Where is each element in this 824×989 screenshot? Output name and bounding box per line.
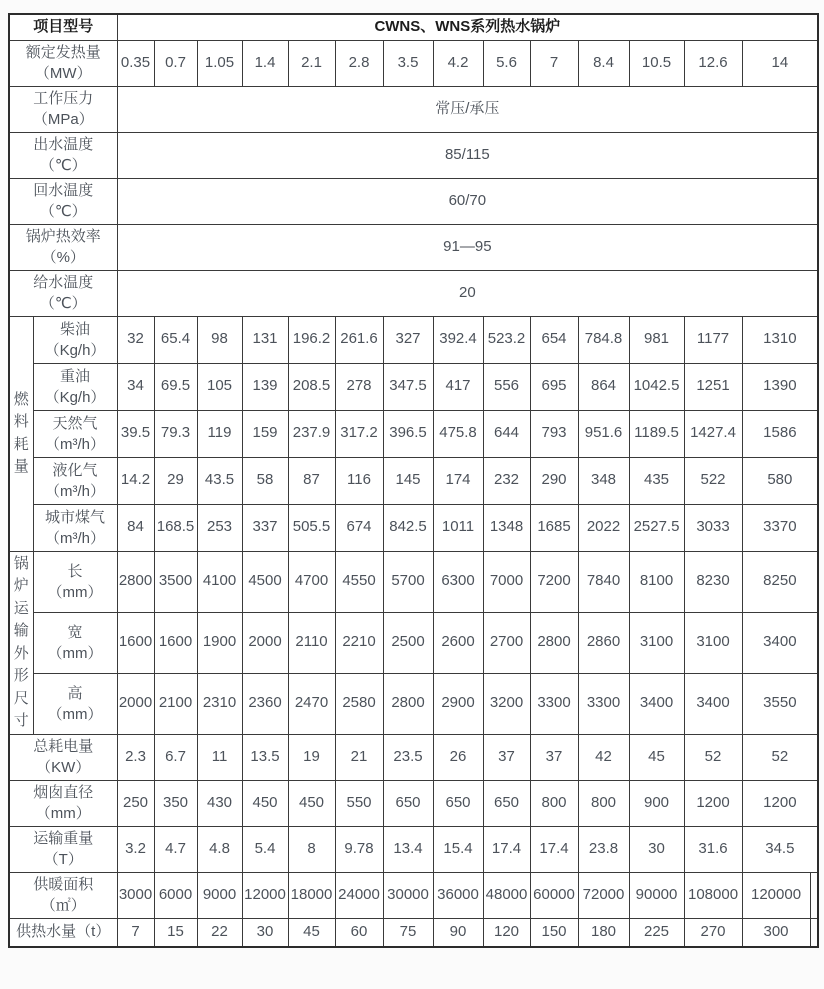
value-cell: 2860 [578, 612, 629, 673]
row-label-text: 回水温度 [33, 182, 94, 199]
spec-table-body [9, 40, 818, 947]
value-cell: 347.5 [383, 363, 433, 410]
value-cell: 2600 [433, 612, 483, 673]
value-cell: 7 [117, 918, 154, 947]
row-label-text: 供暖面积 [33, 876, 94, 893]
table-row [9, 224, 818, 270]
value-cell: 842.5 [383, 504, 433, 551]
value-cell: 800 [578, 780, 629, 826]
value-cell: 12.6 [684, 40, 742, 86]
value-cell: 2210 [335, 612, 383, 673]
value-cell: 2310 [197, 673, 242, 734]
value-cell: 4550 [335, 551, 383, 612]
value-cell: 90 [433, 918, 483, 947]
row-label [33, 612, 117, 673]
value-cell: 317.2 [335, 410, 383, 457]
value-cell: 60 [335, 918, 383, 947]
value-cell: 7840 [578, 551, 629, 612]
value-cell: 654 [530, 316, 578, 363]
row-label-text: 高 [67, 684, 83, 702]
row-label-unit: （℃） [39, 203, 87, 220]
table-row [9, 551, 818, 612]
row-label-unit: （mm） [35, 805, 91, 822]
value-cell: 3400 [629, 673, 684, 734]
value-cell: 10.5 [629, 40, 684, 86]
value-cell: 1200 [684, 780, 742, 826]
value-cell: 1600 [154, 612, 197, 673]
value-cell: 3033 [684, 504, 742, 551]
value-cell: 981 [629, 316, 684, 363]
value-cell: 13.4 [383, 826, 433, 872]
value-cell: 644 [483, 410, 530, 457]
value-cell: 417 [433, 363, 483, 410]
value-cell: 2360 [242, 673, 288, 734]
value-cell: 1685 [530, 504, 578, 551]
value-cell: 3400 [742, 612, 818, 673]
merged-value-cell: 60/70 [117, 178, 818, 224]
value-cell: 8.4 [578, 40, 629, 86]
value-cell: 290 [530, 457, 578, 504]
value-cell: 1586 [742, 410, 818, 457]
row-label-unit: （Kg/h） [44, 341, 106, 359]
value-cell: 4700 [288, 551, 335, 612]
value-cell: 2000 [242, 612, 288, 673]
value-cell: 139 [242, 363, 288, 410]
value-cell: 4100 [197, 551, 242, 612]
value-cell: 87 [288, 457, 335, 504]
value-cell: 1200 [742, 780, 818, 826]
table-row [9, 504, 818, 551]
row-label-unit: （m³/h） [45, 529, 106, 547]
value-cell: 2110 [288, 612, 335, 673]
table-row [9, 178, 818, 224]
value-cell: 52 [742, 734, 818, 780]
value-cell: 11 [197, 734, 242, 780]
value-cell: 2800 [383, 673, 433, 734]
row-label-unit: （%） [41, 249, 85, 266]
value-cell: 34.5 [742, 826, 818, 872]
row-label-unit: （T） [43, 851, 83, 868]
row-label-text: 天然气 [52, 414, 98, 432]
value-cell: 7 [530, 40, 578, 86]
value-cell: 450 [242, 780, 288, 826]
value-cell: 18000 [288, 872, 335, 918]
value-cell: 650 [383, 780, 433, 826]
table-row [9, 316, 818, 363]
value-cell: 674 [335, 504, 383, 551]
table-row [9, 86, 818, 132]
value-cell: 270 [684, 918, 742, 947]
value-cell: 250 [117, 780, 154, 826]
empty-cell [810, 918, 818, 947]
group-label: 燃料耗量 [9, 316, 33, 551]
value-cell: 98 [197, 316, 242, 363]
value-cell: 26 [433, 734, 483, 780]
row-label-text: 长 [67, 562, 83, 580]
row-label-text: 宽 [67, 623, 83, 641]
value-cell: 0.7 [154, 40, 197, 86]
table-row [9, 363, 818, 410]
value-cell: 4.8 [197, 826, 242, 872]
value-cell: 14.2 [117, 457, 154, 504]
value-cell: 42 [578, 734, 629, 780]
value-cell: 2700 [483, 612, 530, 673]
value-cell: 523.2 [483, 316, 530, 363]
table-row [9, 918, 818, 947]
value-cell: 951.6 [578, 410, 629, 457]
value-cell: 3000 [117, 872, 154, 918]
value-cell: 2470 [288, 673, 335, 734]
value-cell: 3.2 [117, 826, 154, 872]
value-cell: 159 [242, 410, 288, 457]
row-label: 供热水量（t） [9, 918, 117, 947]
row-label [33, 316, 117, 363]
value-cell: 119 [197, 410, 242, 457]
header-row [9, 14, 818, 40]
value-cell: 1251 [684, 363, 742, 410]
value-cell: 108000 [684, 872, 742, 918]
row-label-text: 烟囱直径 [33, 784, 94, 801]
value-cell: 475.8 [433, 410, 483, 457]
value-cell: 556 [483, 363, 530, 410]
value-cell: 14 [742, 40, 818, 86]
value-cell: 29 [154, 457, 197, 504]
row-label-unit: （m³/h） [45, 482, 106, 500]
value-cell: 2800 [530, 612, 578, 673]
value-cell: 2022 [578, 504, 629, 551]
row-label-text: 总耗电量 [33, 738, 94, 755]
value-cell: 4.2 [433, 40, 483, 86]
value-cell: 2800 [117, 551, 154, 612]
value-cell: 52 [684, 734, 742, 780]
value-cell: 37 [530, 734, 578, 780]
value-cell: 2500 [383, 612, 433, 673]
row-label [9, 132, 117, 178]
value-cell: 30000 [383, 872, 433, 918]
value-cell: 150 [530, 918, 578, 947]
value-cell: 348 [578, 457, 629, 504]
value-cell: 37 [483, 734, 530, 780]
value-cell: 450 [288, 780, 335, 826]
value-cell: 864 [578, 363, 629, 410]
value-cell: 327 [383, 316, 433, 363]
value-cell: 45 [629, 734, 684, 780]
row-label-text: 重油 [60, 367, 91, 385]
value-cell: 9000 [197, 872, 242, 918]
value-cell: 278 [335, 363, 383, 410]
row-label-text: 给水温度 [33, 274, 94, 291]
value-cell: 90000 [629, 872, 684, 918]
value-cell: 1189.5 [629, 410, 684, 457]
table-row [9, 734, 818, 780]
value-cell: 435 [629, 457, 684, 504]
row-label [9, 86, 117, 132]
value-cell: 4.7 [154, 826, 197, 872]
value-cell: 79.3 [154, 410, 197, 457]
value-cell: 800 [530, 780, 578, 826]
value-cell: 550 [335, 780, 383, 826]
table-row [9, 826, 818, 872]
value-cell: 5.4 [242, 826, 288, 872]
table-row [9, 872, 818, 918]
value-cell: 131 [242, 316, 288, 363]
value-cell: 145 [383, 457, 433, 504]
value-cell: 116 [335, 457, 383, 504]
value-cell: 5700 [383, 551, 433, 612]
value-cell: 39.5 [117, 410, 154, 457]
row-label [9, 826, 117, 872]
table-row [9, 673, 818, 734]
table-row [9, 612, 818, 673]
row-label-unit: （MW） [34, 65, 92, 82]
value-cell: 580 [742, 457, 818, 504]
merged-value-cell: 20 [117, 270, 818, 316]
row-label [9, 40, 117, 86]
row-label [33, 551, 117, 612]
value-cell: 900 [629, 780, 684, 826]
row-label-unit: （mm） [47, 644, 103, 662]
value-cell: 30 [629, 826, 684, 872]
row-label-unit: （KW） [36, 759, 91, 776]
value-cell: 237.9 [288, 410, 335, 457]
row-label-unit: （m³/h） [45, 435, 106, 453]
row-label [9, 270, 117, 316]
value-cell: 1900 [197, 612, 242, 673]
value-cell: 30 [242, 918, 288, 947]
row-label-unit: （mm） [47, 583, 103, 601]
row-label-text: 运输重量 [33, 830, 94, 847]
value-cell: 72000 [578, 872, 629, 918]
value-cell: 4500 [242, 551, 288, 612]
value-cell: 695 [530, 363, 578, 410]
row-label-unit: （℃） [39, 157, 87, 174]
table-row [9, 780, 818, 826]
value-cell: 1.4 [242, 40, 288, 86]
value-cell: 6.7 [154, 734, 197, 780]
value-cell: 168.5 [154, 504, 197, 551]
value-cell: 3100 [629, 612, 684, 673]
value-cell: 3370 [742, 504, 818, 551]
value-cell: 12000 [242, 872, 288, 918]
value-cell: 43.5 [197, 457, 242, 504]
value-cell: 5.6 [483, 40, 530, 86]
value-cell: 120 [483, 918, 530, 947]
value-cell: 22 [197, 918, 242, 947]
row-label [33, 363, 117, 410]
value-cell: 2.1 [288, 40, 335, 86]
value-cell: 337 [242, 504, 288, 551]
value-cell: 2100 [154, 673, 197, 734]
value-cell: 69.5 [154, 363, 197, 410]
row-label [33, 410, 117, 457]
value-cell: 60000 [530, 872, 578, 918]
row-label-text: 额定发热量 [25, 44, 101, 61]
value-cell: 1348 [483, 504, 530, 551]
value-cell: 1011 [433, 504, 483, 551]
value-cell: 17.4 [483, 826, 530, 872]
value-cell: 261.6 [335, 316, 383, 363]
row-label-unit: （mm） [47, 705, 103, 723]
value-cell: 505.5 [288, 504, 335, 551]
group-label: 锅炉运输外形尺寸 [9, 551, 33, 734]
value-cell: 300 [742, 918, 810, 947]
value-cell: 15 [154, 918, 197, 947]
merged-value-cell: 常压/承压 [117, 86, 818, 132]
value-cell: 522 [684, 457, 742, 504]
table-title: CWNS、WNS系列热水锅炉 [117, 14, 818, 40]
row-label-text: 工作压力 [33, 90, 94, 107]
value-cell: 208.5 [288, 363, 335, 410]
row-label-unit: （Kg/h） [44, 388, 106, 406]
value-cell: 2580 [335, 673, 383, 734]
row-label [9, 178, 117, 224]
row-label [33, 673, 117, 734]
value-cell: 6300 [433, 551, 483, 612]
value-cell: 174 [433, 457, 483, 504]
value-cell: 3100 [684, 612, 742, 673]
value-cell: 8100 [629, 551, 684, 612]
value-cell: 3300 [530, 673, 578, 734]
row-label-text: 锅炉热效率 [25, 228, 101, 245]
value-cell: 0.35 [117, 40, 154, 86]
value-cell: 23.5 [383, 734, 433, 780]
value-cell: 1600 [117, 612, 154, 673]
value-cell: 3200 [483, 673, 530, 734]
value-cell: 793 [530, 410, 578, 457]
value-cell: 3.5 [383, 40, 433, 86]
value-cell: 232 [483, 457, 530, 504]
value-cell: 1177 [684, 316, 742, 363]
value-cell: 36000 [433, 872, 483, 918]
value-cell: 24000 [335, 872, 383, 918]
value-cell: 1042.5 [629, 363, 684, 410]
row-label-unit: （℃） [39, 295, 87, 312]
table-row [9, 132, 818, 178]
value-cell: 31.6 [684, 826, 742, 872]
value-cell: 350 [154, 780, 197, 826]
value-cell: 225 [629, 918, 684, 947]
value-cell: 13.5 [242, 734, 288, 780]
row-label [33, 504, 117, 551]
value-cell: 1.05 [197, 40, 242, 86]
value-cell: 180 [578, 918, 629, 947]
value-cell: 7000 [483, 551, 530, 612]
value-cell: 3500 [154, 551, 197, 612]
row-label [9, 780, 117, 826]
row-label [9, 872, 117, 918]
value-cell: 34 [117, 363, 154, 410]
value-cell: 784.8 [578, 316, 629, 363]
row-label-text: 城市煤气 [45, 508, 106, 526]
merged-value-cell: 91—95 [117, 224, 818, 270]
row-label-text: 柴油 [60, 320, 91, 338]
value-cell: 253 [197, 504, 242, 551]
value-cell: 2900 [433, 673, 483, 734]
value-cell: 6000 [154, 872, 197, 918]
row-label-unit: （MPa） [32, 111, 94, 128]
table-row [9, 457, 818, 504]
value-cell: 23.8 [578, 826, 629, 872]
value-cell: 48000 [483, 872, 530, 918]
table-row [9, 40, 818, 86]
row-label [33, 457, 117, 504]
value-cell: 120000 [742, 872, 810, 918]
value-cell: 1427.4 [684, 410, 742, 457]
value-cell: 7200 [530, 551, 578, 612]
value-cell: 9.78 [335, 826, 383, 872]
value-cell: 2.3 [117, 734, 154, 780]
empty-cell [810, 872, 818, 918]
value-cell: 15.4 [433, 826, 483, 872]
value-cell: 84 [117, 504, 154, 551]
value-cell: 75 [383, 918, 433, 947]
table-row [9, 270, 818, 316]
value-cell: 8230 [684, 551, 742, 612]
value-cell: 45 [288, 918, 335, 947]
value-cell: 2527.5 [629, 504, 684, 551]
value-cell: 1390 [742, 363, 818, 410]
row-label-text: 出水温度 [33, 136, 94, 153]
row-label-text: 液化气 [52, 461, 98, 479]
value-cell: 650 [433, 780, 483, 826]
header-project-model-label: 项目型号 [9, 14, 117, 40]
value-cell: 105 [197, 363, 242, 410]
value-cell: 650 [483, 780, 530, 826]
boiler-spec-table [8, 13, 819, 948]
value-cell: 2000 [117, 673, 154, 734]
value-cell: 8 [288, 826, 335, 872]
table-row [9, 410, 818, 457]
value-cell: 2.8 [335, 40, 383, 86]
value-cell: 21 [335, 734, 383, 780]
value-cell: 430 [197, 780, 242, 826]
row-label [9, 734, 117, 780]
row-label [9, 224, 117, 270]
value-cell: 396.5 [383, 410, 433, 457]
value-cell: 8250 [742, 551, 818, 612]
value-cell: 196.2 [288, 316, 335, 363]
value-cell: 65.4 [154, 316, 197, 363]
value-cell: 3400 [684, 673, 742, 734]
value-cell: 392.4 [433, 316, 483, 363]
value-cell: 3300 [578, 673, 629, 734]
row-label-unit: （㎡） [40, 897, 86, 914]
value-cell: 19 [288, 734, 335, 780]
value-cell: 3550 [742, 673, 818, 734]
value-cell: 1310 [742, 316, 818, 363]
value-cell: 58 [242, 457, 288, 504]
merged-value-cell: 85/115 [117, 132, 818, 178]
value-cell: 17.4 [530, 826, 578, 872]
value-cell: 32 [117, 316, 154, 363]
